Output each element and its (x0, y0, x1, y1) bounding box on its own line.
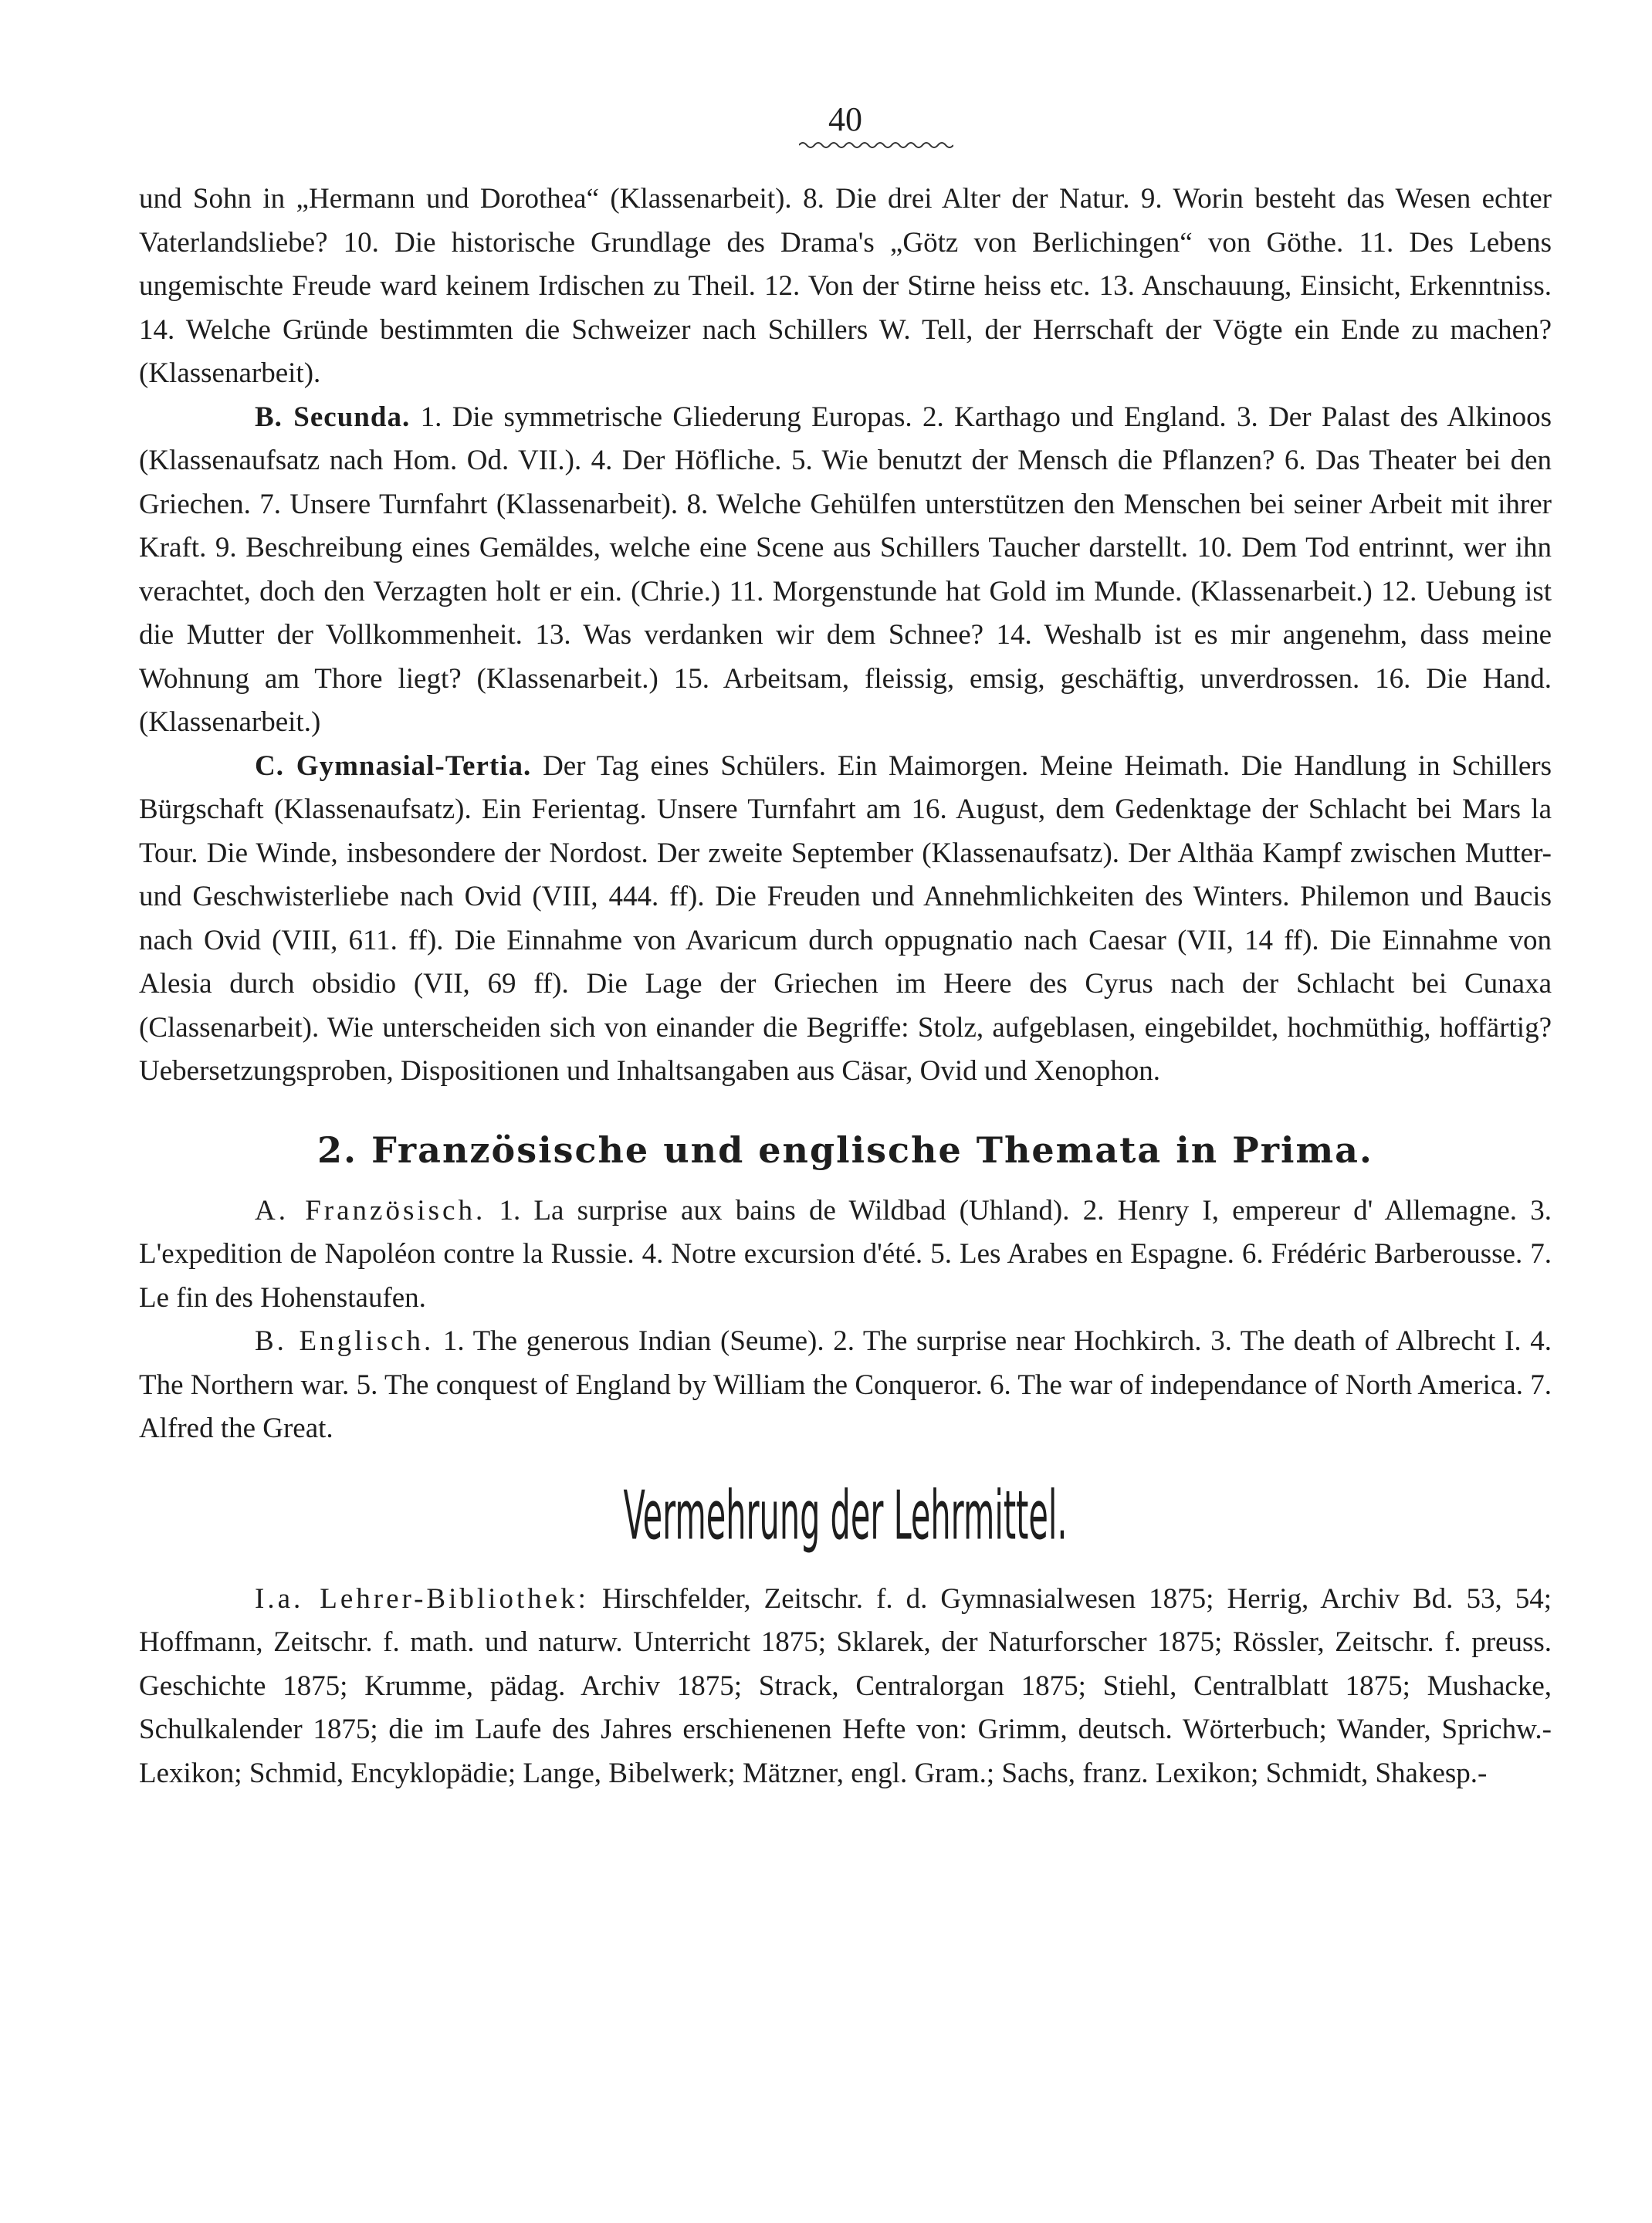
fremdsprachen-heading: 2. Französische und englische Themata in Prima. (317, 1128, 1373, 1171)
body-text (139, 178, 1552, 1795)
secunda-label: B. Secunda. (255, 401, 411, 433)
secunda-paragraph (139, 396, 1552, 745)
tertia-label: C. Gymnasial-Tertia. (255, 749, 532, 782)
englisch-themata: 1. The generous Indian (Seume). 2. The surprise near Hochkirch. 3. The death of Albrecht I. 4. The Northern war. 5. The conquest of England by William the Conqueror. 6. The war of independance of North America. 7. Alfred the Great. (139, 1325, 1552, 1444)
wavy-rule-ornament (799, 140, 953, 150)
secunda-themata: 1. Die symmetrische Gliederung Europas. 2. Karthago und England. 3. Der Palast des Alkinoos (Klassenaufsatz nach Hom. Od. VII.). 4. Der Höfliche. 5. Wie benutzt der Mensch die Pflanzen? 6. Das Theater bei den Griechen. 7. Unsere Turnfahrt (Klassenarbeit). 8. Welche Gehülfen unterstützen den Menschen bei seiner Arbeit mit ihrer Kraft. 9. Beschreibung eines Gemäldes, welche eine Scene aus Schillers Taucher darstellt. 10. Dem Tod entrinnt, wer ihn verachtet, doch den Verzagten holt er ein. (Chrie.) 11. Morgenstunde hat Gold im Munde. (Klassenarbeit.) 12. Uebung ist die Mutter der Vollkommenheit. 13. Was verdanken wir dem Schnee? 14. Weshalb ist es mir angenehm, dass meine Wohnung am Thore liegt? (Klassenarbeit.) 15. Arbeitsam, fleissig, emsig, geschäftig, unverdrossen. 16. Die Hand. (Klassenarbeit.) (139, 401, 1552, 738)
lehrer-bibliothek-label: I.a. Lehrer-Bibliothek: (255, 1582, 589, 1615)
tertia-paragraph (139, 745, 1552, 1094)
englisch-paragraph (139, 1320, 1552, 1451)
franzoesisch-label: A. Französisch. (255, 1194, 486, 1227)
franzoesisch-paragraph (139, 1189, 1552, 1321)
tertia-themata: Der Tag eines Schülers. Ein Maimorgen. Meine Heimath. Die Handlung in Schillers Bürgschaft (Klassenaufsatz). Ein Ferientag. Unsere Turnfahrt am 16. August, dem Gedenktage der Schlacht bei Mars la Tour. Die Winde, insbesondere der Nordost. Der zweite September (Klassenaufsatz). Der Althäa Kampf zwischen Mutter- und Geschwisterliebe nach Ovid (VIII, 444. ff). Die Freuden und Annehmlichkeiten des Winters. Philemon und Baucis nach Ovid (VIII, 611. ff). Die Einnahme von Avaricum durch oppugnatio nach Caesar (VII, 14 ff). Die Einnahme von Alesia durch obsidio (VII, 69 ff). Die Lage der Griechen im Heere des Cyrus nach der Schlacht bei Cunaxa (Classenarbeit). Wie unterscheiden sich von einander die Begriffe: Stolz, aufgeblasen, eingebildet, hochmüthig, hoffärtig? Uebersetzungsproben, Dispositionen und Inhaltsangaben aus Cäsar, Ovid und Xenophon. (139, 749, 1552, 1087)
document-page (124, 93, 1567, 2177)
englisch-label: B. Englisch. (255, 1325, 435, 1357)
lehrer-bibliothek-paragraph (139, 1578, 1552, 1796)
franzoesisch-themata: 1. La surprise aux bains de Wildbad (Uhland). 2. Henry I, empereur d' Allemagne. 3. L'expedition de Napoléon contre la Russie. 4. Notre excursion d'été. 5. Les Arabes en Espagne. 6. Frédéric Barberousse. 7. Le fin des Hohenstaufen. (139, 1194, 1552, 1314)
page-number: 40 (828, 100, 862, 138)
deutsche-themata-continuation: und Sohn in „Hermann und Dorothea“ (Klassenarbeit). 8. Die drei Alter der Natur. 9. Worin besteht das Wesen echter Vaterlandsliebe? 10. Die historische Grundlage des Drama's „Götz von Berlichingen“ von Göthe. 11. Des Lebens ungemischte Freude ward keinem Irdischen zu Theil. 12. Von der Stirne heiss etc. 13. Anschauung, Einsicht, Erkenntniss. 14. Welche Gründe bestimmten die Schweizer nach Schillers W. Tell, der Herrschaft der Vögte ein Ende zu machen? (Klassenarbeit). (139, 183, 1552, 389)
lehrmittel-title: Vermehrung der Lehrmittel. (623, 1476, 1068, 1555)
lehrer-bibliothek-list: Hirschfelder, Zeitschr. f. d. Gymnasialwesen 1875; Herrig, Archiv Bd. 53, 54; Hoffmann, Zeitschr. f. math. und naturw. Unterricht 1875; Sklarek, der Naturforscher 1875; Rössler, Zeitschr. f. preuss. Geschichte 1875; Krumme, pädag. Archiv 1875; Strack, Centralorgan 1875; Stiehl, Centralblatt 1875; Mushacke, Schulkalender 1875; die im Laufe des Jahres erschienenen Hefte von: Grimm, deutsch. Wörterbuch; Wander, Sprichw.-Lexikon; Schmid, Encyklopädie; Lange, Bibelwerk; Mätzner, engl. Gram.; Sachs, franz. Lexikon; Schmidt, Shakesp.- (139, 1582, 1552, 1789)
